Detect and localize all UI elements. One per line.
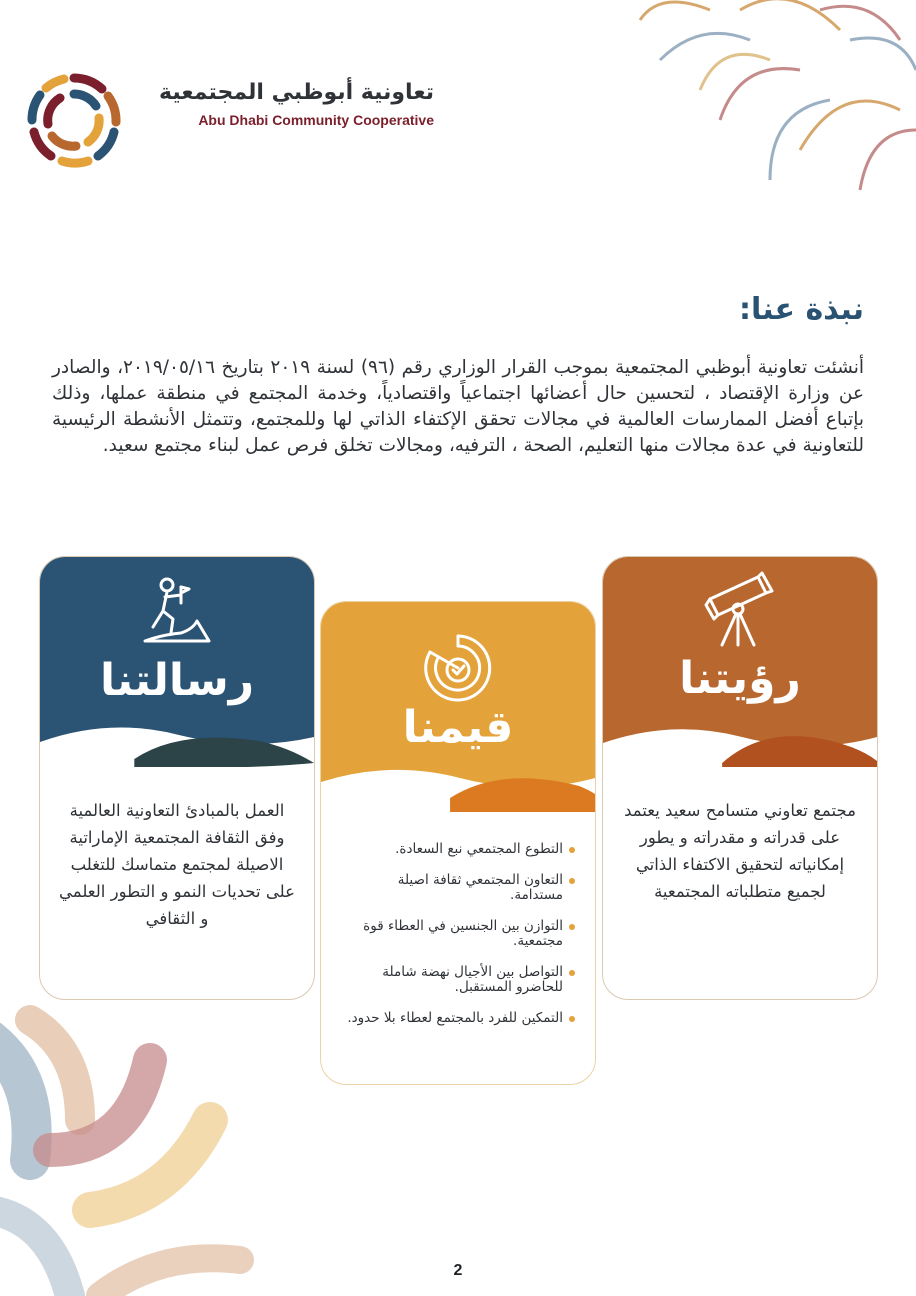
values-list-item: التطوع المجتمعي نبع السعادة. (347, 842, 575, 857)
page-number: 2 (453, 1262, 463, 1279)
mission-card (39, 556, 315, 1000)
values-list-item: التمكين للفرد بالمجتمع لعطاء بلا حدود. (347, 1011, 575, 1026)
values-title: قيمنا (402, 702, 514, 753)
mission-card-wave (40, 707, 314, 807)
bullet-dot-icon (569, 924, 575, 930)
values-list-item: التوازن بين الجنسين في العطاء قوة مجتمعية. (347, 919, 575, 949)
cooperative-logo-mark-icon (24, 70, 124, 170)
bullet-dot-icon (569, 878, 575, 884)
brand-name-arabic: تعاونية أبوظبي المجتمعية (159, 80, 434, 105)
climber-icon (141, 575, 213, 647)
mission-text: العمل بالمبادئ التعاونية العالمية وفق الثقافة المجتمعية الإماراتية الاصيلة لمجتمع متماسك للتغلب على تحديات النمو و التطور العلمي و الثقافي (59, 801, 295, 928)
bullet-dot-icon (569, 1016, 575, 1022)
about-paragraph: أنشئت تعاونية أبوظبي المجتمعية بموجب القرار الوزاري رقم (٩٦) لسنة ٢٠١٩ بتاريخ ٢٠١٩/٠٥/١٦، والصادر عن وزارة الإقتصاد ، لتحسين حال أعضائها اجتماعياً واقتصادياً، وخدمة المجتمع في منطقة عملها، وذلك بإتباع أفضل الممارسات العالمية في مجالات تحقق الإكتفاء الذاتي لها وللمجتمع، وتتمثل الأنشطة الرئيسية للتعاونية في عدة مجالات منها التعليم، الصحة ، الترفيه، ومجالات تخلق فرص عمل لبناء مجتمع سعيد. (52, 357, 865, 456)
vision-text: مجتمع تعاوني متسامح سعيد يعتمد على قدراته و مقدراته و يطور إمكانياته لتحقيق الاكتفاء الذاتي لجميع متطلباته المجتمعية (624, 801, 856, 901)
values-card-wave (321, 752, 595, 852)
vision-title: رؤيتنا (679, 653, 801, 704)
values-card (320, 601, 596, 1085)
brand-name-english: Abu Dhabi Community Cooperative (198, 112, 434, 128)
decorative-arcs-bottom (0, 1000, 270, 1296)
mission-title: رسالتنا (99, 655, 255, 706)
target-check-icon (422, 632, 494, 704)
values-list-item: التعاون المجتمعي ثقافة اصيلة مستدامة. (347, 873, 575, 903)
vision-card (602, 556, 878, 1000)
about-heading: نبذة عنا: (739, 292, 864, 327)
values-list (347, 842, 575, 1042)
bullet-dot-icon (569, 847, 575, 853)
values-list-item: التواصل بين الأجيال نهضة شاملة للحاضرو المستقبل. (347, 965, 575, 995)
brand-logo (24, 70, 434, 170)
telescope-icon (700, 569, 780, 649)
decorative-arcs-top (600, 0, 916, 200)
vision-card-wave (603, 707, 877, 807)
bullet-dot-icon (569, 970, 575, 976)
